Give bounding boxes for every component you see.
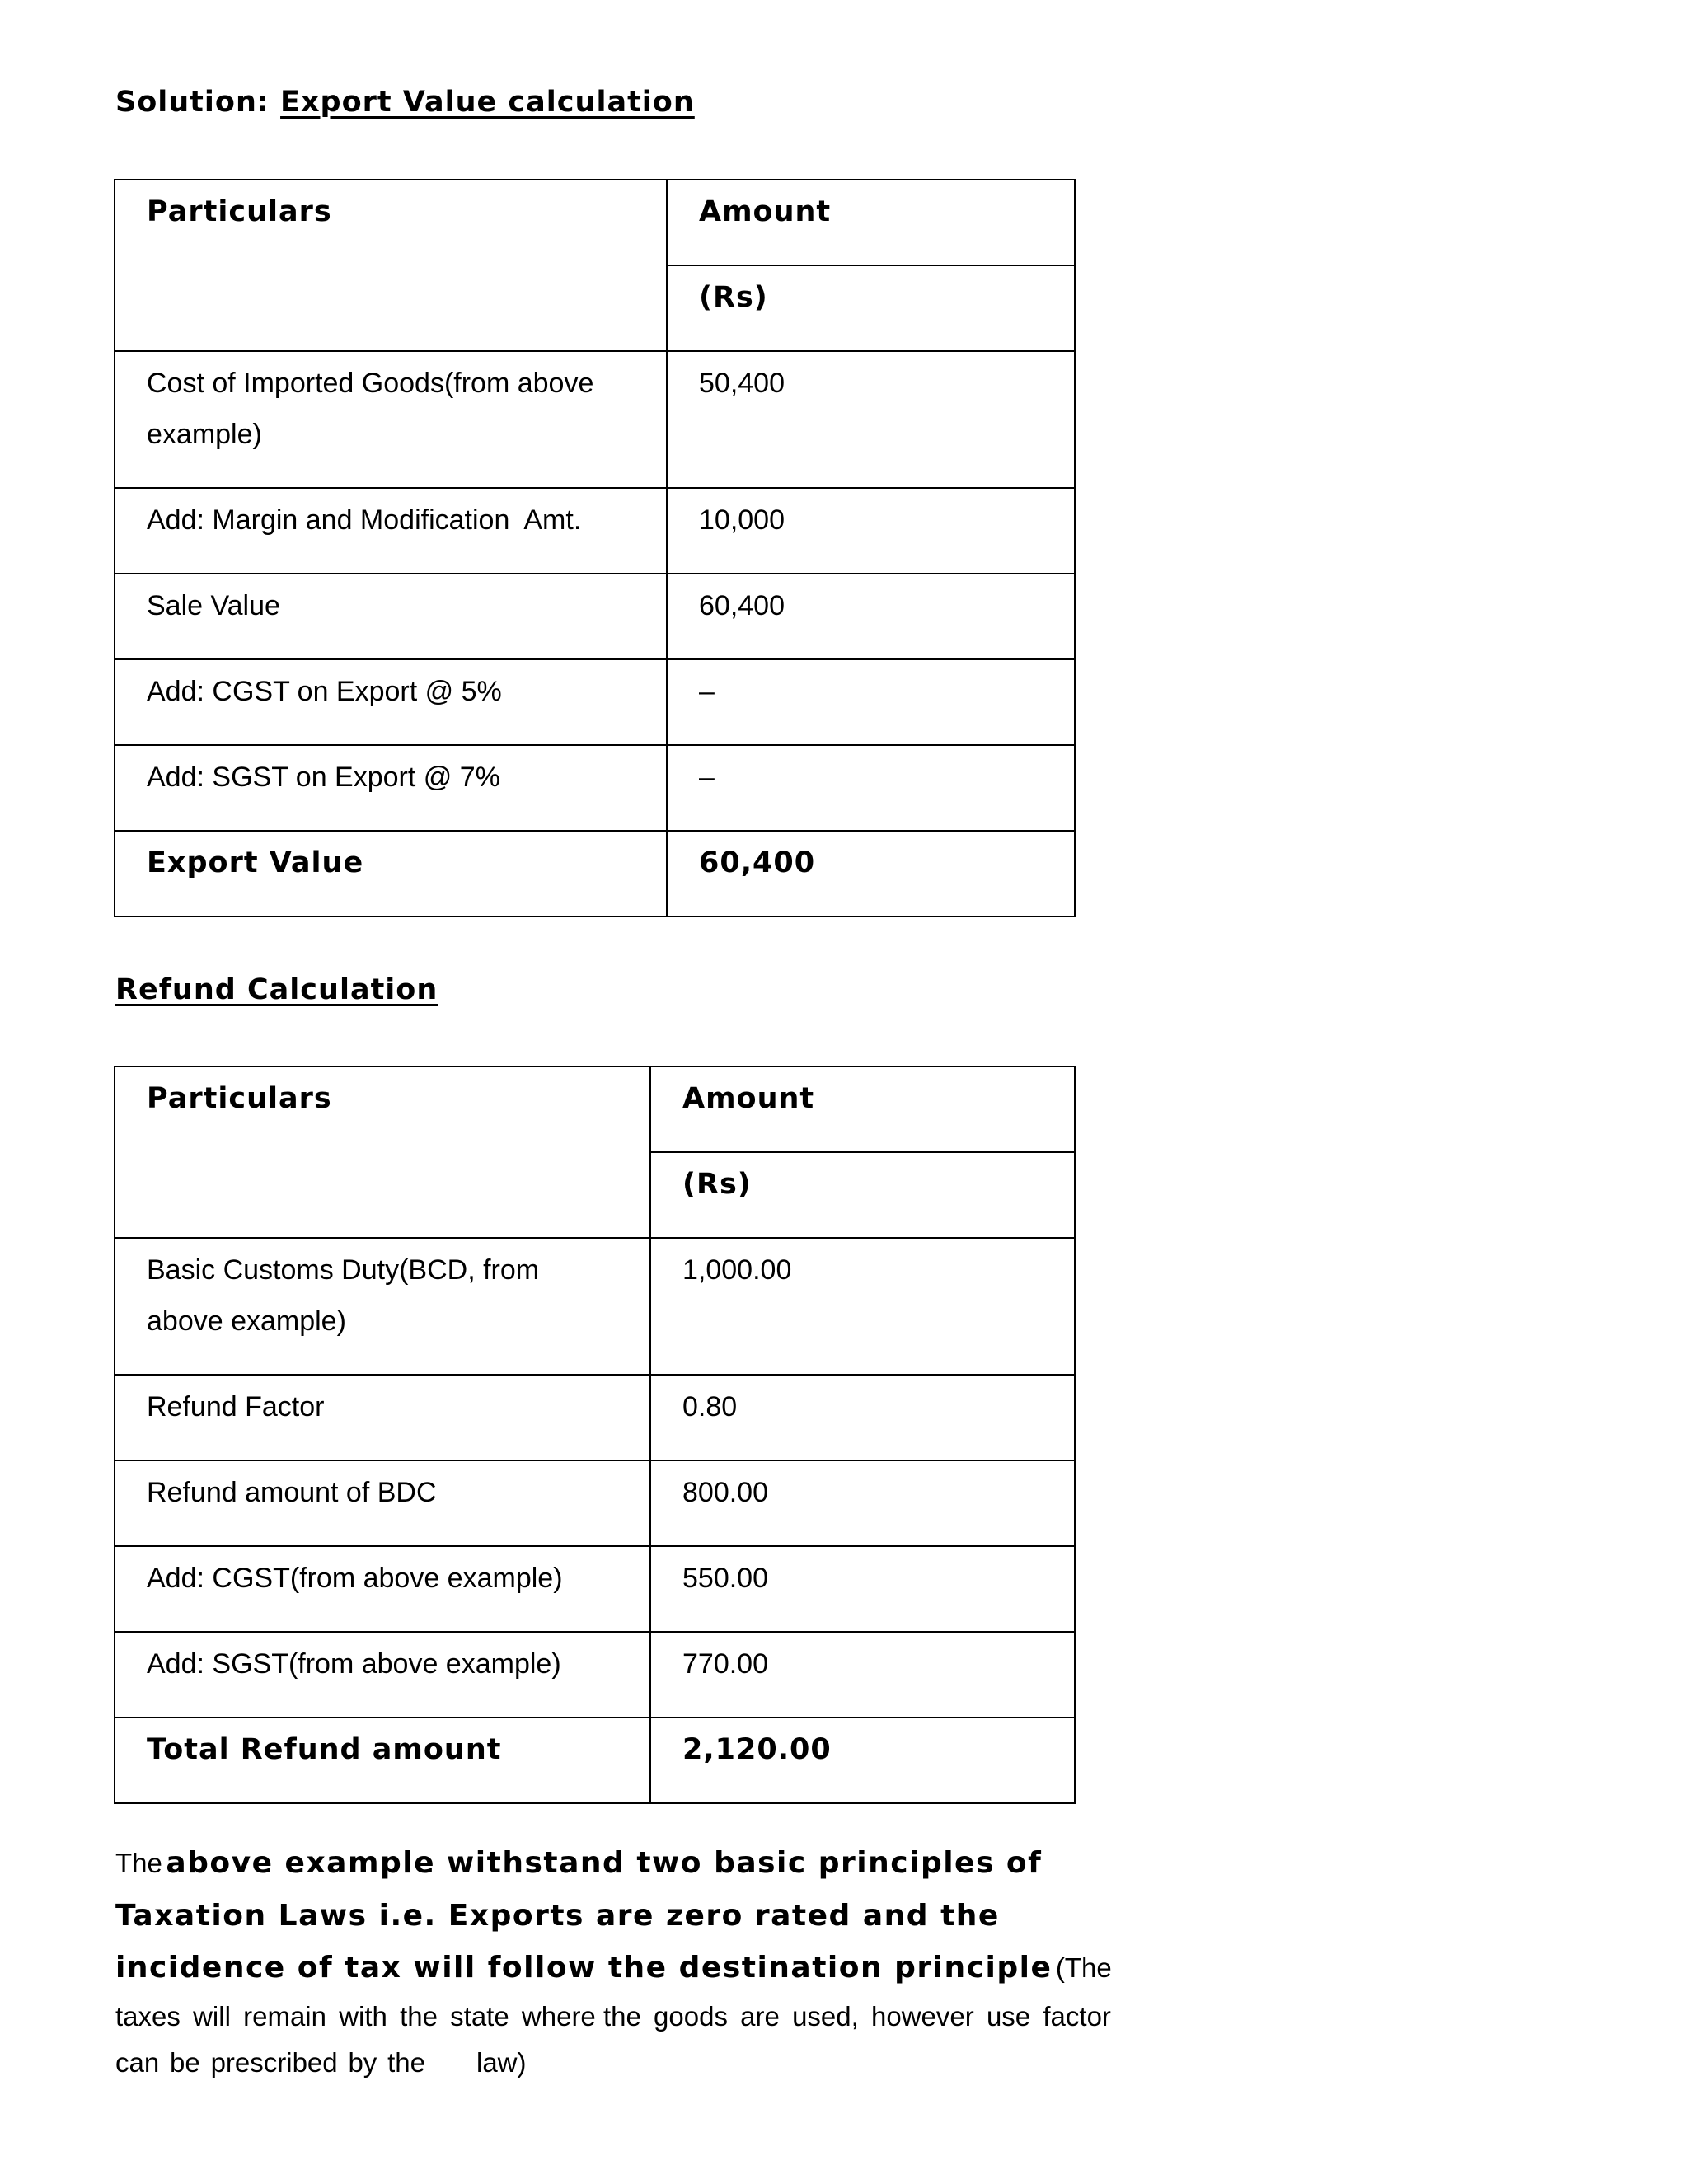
table-row (115, 1632, 1075, 1718)
total-particular-cell: Total Refund amount (115, 1718, 650, 1803)
total-amount-cell: 2,120.00 (650, 1718, 1075, 1803)
conclusion-paragraph (115, 1846, 1113, 2110)
amount-header: Amount (650, 1066, 1075, 1152)
amount-cell: 1,000.00 (650, 1238, 1075, 1375)
table-row (115, 574, 1075, 659)
amount-cell: 550.00 (650, 1546, 1075, 1632)
table-row (115, 1375, 1075, 1460)
amount-cell: 800.00 (650, 1460, 1075, 1546)
paragraph-line: Taxation Laws i.e. Exports are zero rated and the (115, 1899, 1000, 1933)
amount-cell: 50,400 (667, 351, 1075, 488)
amount-cell: 770.00 (650, 1632, 1075, 1718)
particular-cell: Add: CGST on Export @ 5% (115, 659, 667, 745)
amount-header: Amount (667, 180, 1075, 265)
table-row (115, 1238, 1075, 1375)
particulars-header: Particulars (115, 1066, 650, 1238)
total-row (115, 831, 1075, 916)
particular-cell: Add: SGST(from above example) (115, 1632, 650, 1718)
paragraph-line: The above example withstand two basic principles of (115, 1846, 1043, 1880)
total-row (115, 1718, 1075, 1803)
solution-label: Solution: (115, 86, 281, 119)
refund-table (114, 1066, 1076, 1804)
particulars-header: Particulars (115, 180, 667, 351)
refund-heading (115, 973, 438, 1006)
solution-heading (115, 86, 695, 119)
particular-cell: Add: SGST on Export @ 7% (115, 745, 667, 831)
amount-cell: – (667, 659, 1075, 745)
paragraph-line: taxes will remain with the state where the goods are used, however use factor (115, 2001, 1111, 2032)
particular-cell: Refund Factor (115, 1375, 650, 1460)
amount-cell: 10,000 (667, 488, 1075, 574)
particular-cell: Refund amount of BDC (115, 1460, 650, 1546)
table-row (115, 745, 1075, 831)
export-value-title: Export Value calculation (280, 86, 695, 119)
particular-cell: Add: CGST(from above example) (115, 1546, 650, 1632)
particular-cell: Basic Customs Duty(BCD, from above example) (115, 1238, 650, 1375)
amount-cell: 0.80 (650, 1375, 1075, 1460)
table-row (115, 1460, 1075, 1546)
amount-unit-header: (Rs) (650, 1152, 1075, 1238)
amount-cell: – (667, 745, 1075, 831)
export-value-table (114, 179, 1076, 917)
paragraph-line: can be prescribed by the law) (115, 2047, 527, 2078)
particular-cell: Cost of Imported Goods(from above example) (115, 351, 667, 488)
refund-title: Refund Calculation (115, 973, 438, 1006)
particular-cell: Add: Margin and Modification Amt. (115, 488, 667, 574)
amount-cell: 60,400 (667, 574, 1075, 659)
total-particular-cell: Export Value (115, 831, 667, 916)
table-row (115, 488, 1075, 574)
amount-unit-header: (Rs) (667, 265, 1075, 351)
table-row (115, 659, 1075, 745)
paragraph-line: incidence of tax will follow the destination principle (The (115, 1951, 1112, 1985)
table-row (115, 1546, 1075, 1632)
particular-cell: Sale Value (115, 574, 667, 659)
total-amount-cell: 60,400 (667, 831, 1075, 916)
table-row (115, 351, 1075, 488)
